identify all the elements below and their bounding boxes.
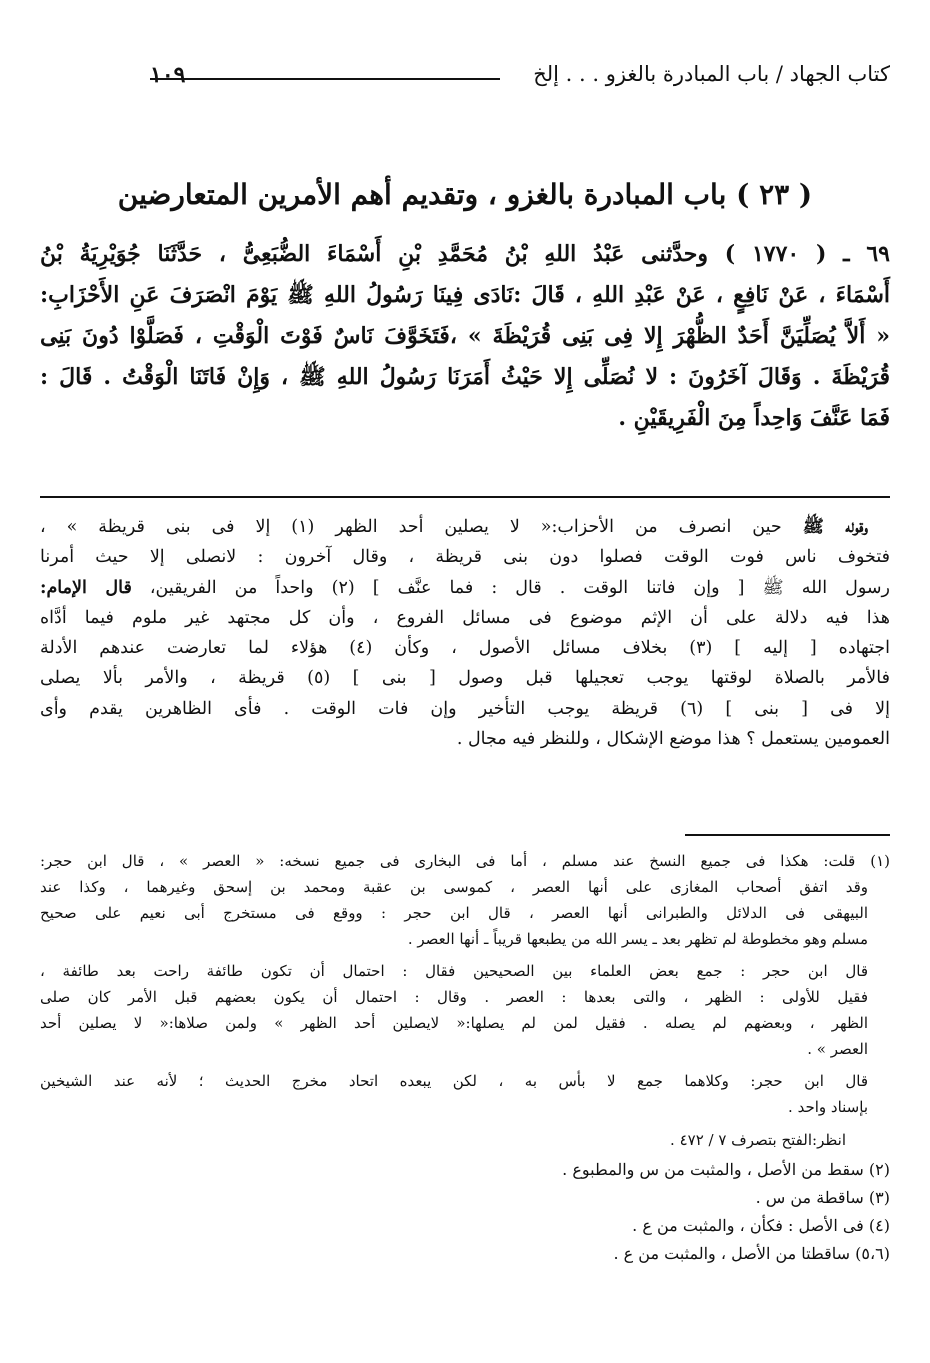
commentary-line	[40, 573, 890, 603]
commentary-divider	[40, 496, 890, 498]
hadith-line: فَمَا عَنَّفَ وَاحِداً مِنَ الْفَرِيقَيْنِ .	[618, 405, 890, 431]
hadith-line: « أَلاَّ يُصَلِّيَنَّ أَحَدٌ الظُّهْرَ إِلا فِى بَنِى قُرَيْظَةَ » ،فَتَخَوَّفَ نَاسٌ فَوْتَ الْوَقْتِ ، فَصَلَّوْا دُونَ بَنِى	[40, 323, 890, 349]
footnote-3: (٣) ساقطة من س .	[755, 1188, 890, 1207]
footnote-1-paragraph	[40, 1068, 890, 1120]
footnote-line: العصر » .	[807, 1040, 868, 1058]
footnote-4: (٤) فى الأصل : فكأن ، والمثبت من ع .	[632, 1216, 890, 1235]
commentary-text	[40, 512, 890, 754]
chapter-heading: ( ٢٣ ) باب المبادرة بالغزو ، وتقديم أهم الأمرين المتعارضين	[117, 178, 813, 211]
hadith-text	[40, 234, 890, 439]
footnote-line: البيهقى فى الدلائل والطبرانى أنها العصر ، قال ابن حجر : ووقع فى مستخرج أبى نعيم على صحيح	[40, 904, 868, 922]
commentary-lead: وقوله ﷺ	[802, 517, 868, 537]
footnote-5-6: (٥،٦) ساقطتا من الأصل ، والمثبت من ع .	[613, 1244, 890, 1263]
footnote-line: (١) قلت: هكذا فى جميع النسخ عند مسلم ، أما فى البخارى فى جميع نسخه: « العصر » ، قال ابن حجر:	[40, 852, 890, 870]
footnote-line: الظهر ، وبعضهم لم يصله . فقيل لمن لم يصلها:« لايصلين أحد الظهر » ولمن صلاها:« لا يصلين أحد	[40, 1014, 868, 1032]
commentary-line: العمومين يستعمل ؟ هذا موضع الإشكال ، وللنظر فيه مجال .	[456, 729, 890, 750]
page-number: ١٠٩	[150, 62, 186, 88]
footnote-2: (٢) سقط من الأصل ، والمثبت من س والمطبوع .	[562, 1160, 890, 1179]
hadith-line: قُرَيْظَةَ . وَقَالَ آخَرُونَ : لا نُصَلِّى إِلا حَيْثُ أَمَرَنَا رَسُولُ اللهِ ﷺ ، وَإِنْ فَاتَنَا الْوَقْتُ . قَالَ :	[40, 364, 890, 390]
footnote-reference: انظر:الفتح بتصرف ٧ / ٤٧٢ .	[670, 1131, 846, 1149]
commentary-line: فالأمر بالصلاة لوقتها يوجب تعجيلها قبل وصول [ بنى ] (٥) قريظة ، والأمر بألا يصلى	[40, 668, 890, 689]
commentary-line: فتخوف ناس فوت الوقت فصلوا دون بنى قريظة ، وقال آخرون : لانصلى إلا حيث أمرنا	[40, 547, 890, 568]
hadith-line: أَسْمَاءَ ، عَنْ نَافِعٍ ، عَنْ عَبْدِ اللهِ ، قَالَ :نَادَى فِينَا رَسُولُ اللهِ ﷺ يَوْمَ انْصَرَفَ عَنِ الأَحْزَابِ:	[40, 282, 890, 308]
commentary-line: اجتهاده [ إليه ] (٣) بخلاف مسائل الأصول ، وكأن (٤) هؤلاء لما تعارضت عندهم الأدلة	[40, 638, 890, 659]
running-title: كتاب الجهاد / باب المبادرة بالغزو . . . إلخ	[533, 62, 890, 86]
commentary-line-text: رسول الله ﷺ [ وإن فاتنا الوقت . قال : فما عنَّف ] (٢) واحداً من الفريقين،	[149, 577, 890, 598]
footnote-line: فقيل للأولى : الظهر ، والتى بعدها : العصر . وقال : احتمال أن يكون بعضهم قبل الأمر كان صلى	[40, 988, 868, 1006]
footnotes-divider	[685, 834, 890, 836]
footnote-1-paragraph	[40, 848, 890, 952]
commentary-line	[40, 512, 890, 542]
header-rule	[150, 78, 500, 80]
footnote-line: بإسناد واحد .	[788, 1098, 868, 1116]
imam-label: قال الإمام:	[40, 577, 132, 598]
commentary-line: إلا فى [ بنى ] (٦) قريظة يوجب التأخير وإن فات الوقت . فأى الظاهرين يقدم وأى	[40, 698, 890, 719]
hadith-line: ٦٩ ـ ( ١٧٧٠ ) وحدَّثنى عَبْدُ اللهِ بْنُ مُحَمَّدِ بْنِ أَسْمَاءَ الضُّبَعِىُّ ، حَدَّثَنَا جُوَيْرِيَةُ بْنُ	[40, 241, 890, 267]
running-header	[150, 58, 890, 98]
footnotes	[40, 848, 890, 1268]
footnote-line: قال ابن حجر: وكلاهما جمع لا بأس به ، لكن يبعده اتحاد مخرج الحديث ؛ لأنه عند الشيخين	[40, 1072, 868, 1090]
footnote-1-paragraph	[40, 958, 890, 1062]
footnote-line: قال ابن حجر : جمع بعض العلماء بين الصحيحين فقال : احتمال أن تكون طائفة راحت بعد طائفة ،	[40, 962, 868, 980]
footnote-line: مسلم وهو مخطوطة لم تظهر بعد ـ يسر الله من يطبعها قريباً ـ أنها العصر .	[407, 930, 868, 948]
commentary-line-rest: حين انصرف من الأحزاب:« لا يصلين أحد الظهر (١) إلا فى بنى قريظة » ،	[40, 517, 803, 537]
footnote-line: وقد اتفق أصحاب المغازى على أنها العصر ، كموسى بن عقبة ومحمد بن إسحق وغيرهما ، وكذا عند	[40, 878, 868, 896]
commentary-line: هذا فيه دلالة على أن الإثم موضوع فى مسائل الفروع ، وأن كل مجتهد غير ملوم فيما أدَّاه	[40, 607, 890, 628]
